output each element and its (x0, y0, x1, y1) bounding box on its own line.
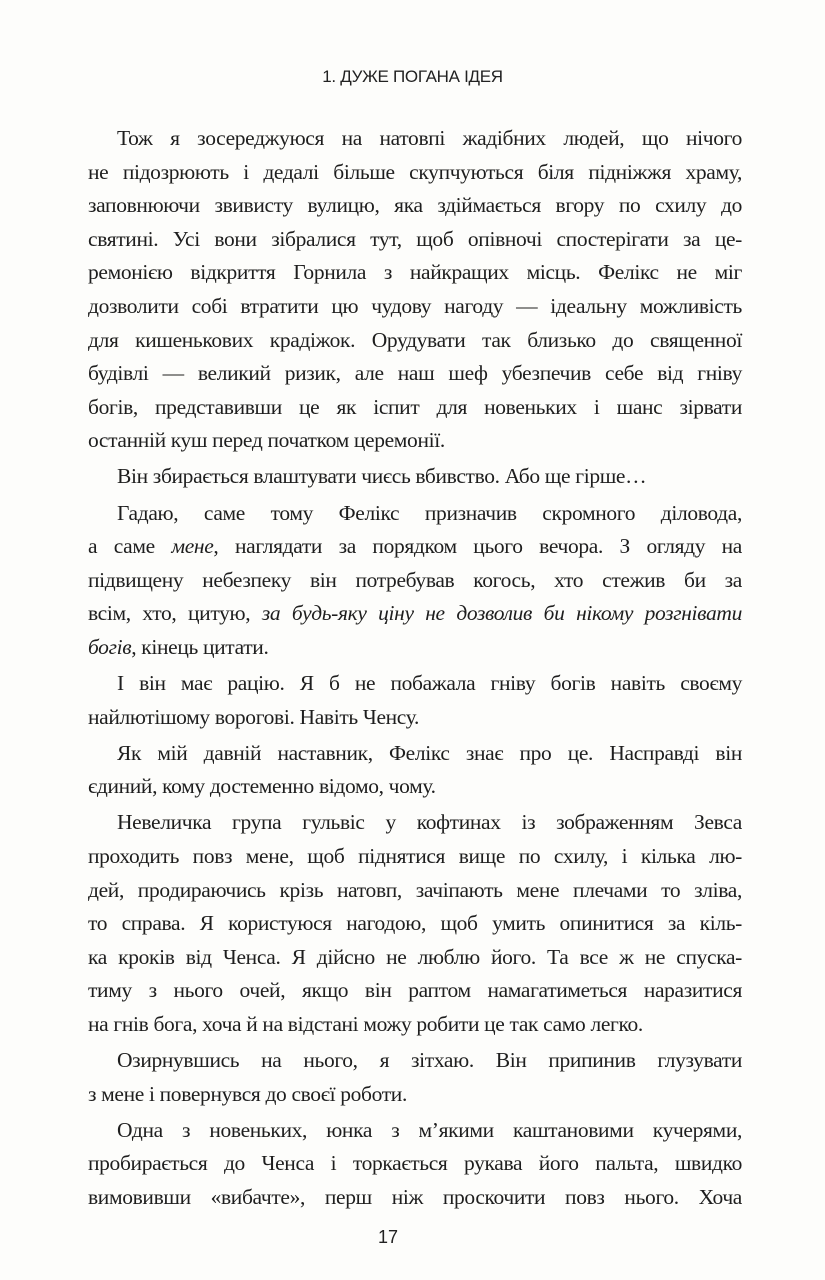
chapter-title: 1. ДУЖЕ ПОГАНА ІДЕЯ (322, 67, 503, 86)
text-line: Озирнувшись на нього, я зітхаю. Він припинив глузувати (117, 1048, 742, 1073)
paragraph (88, 1114, 742, 1215)
italic-text: мене (171, 534, 214, 559)
paragraph (88, 806, 742, 1041)
paragraph (88, 667, 742, 734)
text-line: єдиний, кому достеменно відомо, чому. (88, 774, 436, 799)
text-line (88, 631, 742, 665)
text-segment: всім, хто, цитую, (88, 601, 262, 626)
page-number: 17 (377, 1226, 399, 1247)
text-line: ремонією відкриття Горнила з найкращих місць. Фелікс не міг (88, 260, 742, 285)
text-line: Тож я зосереджуюся на натовпі жадібних людей, що нічого (117, 126, 742, 150)
text-line (88, 530, 742, 564)
page-content (88, 122, 742, 1249)
text-segment: , кінець цитати. (131, 634, 269, 659)
text-line: богів, представивши це як іспит для новеньких і шанс зірвати (88, 394, 742, 419)
text-line: для кишенькових крадіжок. Орудувати так близько до священної (88, 327, 742, 352)
text-line: на гнів бога, хоча й на відстані можу робити це так само легко. (88, 1011, 643, 1036)
text-line: святині. Усі вони зібралися тут, щоб опівночі спостерігати за це- (88, 226, 742, 251)
text-line: дей, продираючись крізь натовп, зачіпають мене плечами то зліва, (88, 877, 742, 902)
text-line: найлютішому ворогові. Навіть Ченсу. (88, 704, 419, 729)
paragraph (88, 122, 742, 458)
text-segment: , наглядати за порядком цього вечора. З огляду на (213, 534, 742, 559)
text-line: ка кроків від Ченса. Я дійсно не люблю його. Та все ж не спуска- (88, 944, 742, 969)
paragraph (88, 460, 742, 494)
text-line: останній куш перед початком церемонії. (88, 428, 445, 453)
text-line: Невеличка група гульвіс у кофтинах із зображенням Зевса (117, 810, 742, 835)
paragraph (88, 497, 742, 665)
text-line: тиму з нього очей, якщо він раптом намагатиметься наразитися (88, 978, 742, 1003)
text-line: І він має рацію. Я б не побажала гніву богів навіть своєму (117, 671, 742, 695)
paragraph (88, 737, 742, 804)
text-line: дозволити собі втратити цю чудову нагоду — ідеальну можливість (88, 293, 742, 318)
italic-text: за будь-яку ціну не дозволив би нікому розгнівати (261, 601, 742, 626)
text-line: Він збирається влаштувати чиєсь вбивство. Або ще гірше… (117, 464, 647, 489)
text-line: будівлі — великий ризик, але наш шеф убезпечив себе від гніву (88, 361, 742, 386)
italic-text: богів (88, 634, 132, 659)
text-line: Гадаю, саме тому Фелікс призначив скромного діловода, (117, 500, 742, 525)
text-line (88, 597, 742, 631)
text-line: Одна з новеньких, юнка з м’якими каштановими кучерями, (117, 1117, 742, 1142)
text-segment: а саме (88, 534, 172, 559)
text-line: вимовивши «вибачте», перш ніж проскочити повз нього. Хоча (88, 1184, 742, 1209)
paragraph (88, 1044, 742, 1111)
text-line: заповнюючи звивисту вулицю, яка здіймається вгору по схилу до (88, 193, 742, 218)
running-header (0, 66, 825, 88)
text-line: Як мій давній наставник, Фелікс знає про це. Насправді він (117, 740, 742, 765)
text-line: з мене і повернувся до своєї роботи. (88, 1081, 407, 1106)
page-body-text (88, 122, 742, 1215)
text-line: проходить повз мене, щоб піднятися вище по схилу, і кілька лю- (88, 843, 742, 868)
text-line: не підозрюють і дедалі більше скупчуються біля підніжжя храму, (88, 159, 742, 184)
text-line: то справа. Я користуюся нагодою, щоб умить опинитися за кіль- (88, 911, 742, 936)
text-line: підвищену небезпеку він потребував когось, хто стежив би за (88, 567, 742, 592)
text-line: пробирається до Ченса і торкається рукава його пальта, швидко (88, 1151, 742, 1176)
